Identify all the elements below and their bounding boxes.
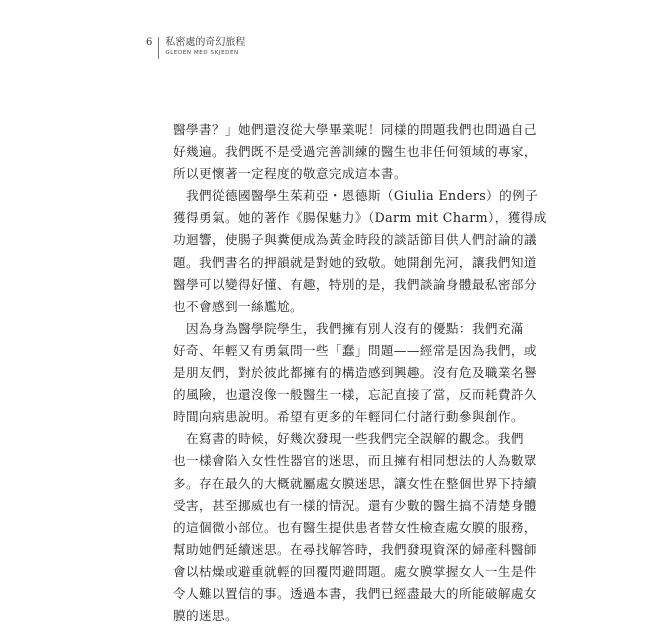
text-line: 我們從德國醫學生茱莉亞・恩德斯（Giulia Enders）的例子 <box>186 188 539 204</box>
text-line: 的風險，也還沒像一般醫生一樣，忘記直接了當，反而耗費許久 <box>173 387 537 403</box>
text-line: 也不會感到一絲尷尬。 <box>173 298 303 314</box>
text-line: 膜的迷思。 <box>173 608 238 624</box>
text-line: 多。存在最久的大概就屬處女膜迷思，讓女性在整個世界下持續 <box>173 475 537 491</box>
text-line: 會以枯燥或避重就輕的回覆閃避問題。處女膜掌握女人一生是件 <box>173 563 537 579</box>
text-line: 也一樣會陷入女性性器官的迷思，而且擁有相同想法的人為數眾 <box>173 453 537 469</box>
text-line: 因為身為醫學院學生，我們擁有別人沒有的優點：我們充滿 <box>186 320 524 336</box>
text-line: 所以更懷著一定程度的敬意完成這本書。 <box>173 166 407 182</box>
running-header <box>146 37 245 59</box>
text-line: 題。我們書名的押韻就是對她的致敬。她開創先河，讓我們知道 <box>173 254 537 270</box>
text-line: 幫助她們延續迷思。在尋找解答時，我們發現資深的婦產科醫師 <box>173 541 537 557</box>
text-line: 醫學可以變得好懂、有趣，特別的是，我們談論身體最私密部分 <box>173 276 537 292</box>
text-line: 醫學書？」她們還沒從大學畢業呢！同樣的問題我們也問過自己 <box>173 122 537 137</box>
text-line: 在寫書的時候，好幾次發現一些我們完全誤解的觀念。我們 <box>186 431 524 447</box>
text-line: 令人難以置信的事。透過本書，我們已經盡最大的所能破解處女 <box>173 585 537 601</box>
paragraph <box>173 428 537 627</box>
paragraph <box>173 185 547 318</box>
text-line: 時間向病患說明。希望有更多的年輕同仁付諸行動參與創作。 <box>173 409 524 425</box>
text-line: 的這個微小部位。也有醫生提供患者替女性檢查處女膜的服務， <box>173 519 537 535</box>
book-title: 私密處的奇幻旅程 <box>165 37 246 48</box>
text-line: 好幾遍。我們既不是受過完善訓練的醫生也非任何領域的專家， <box>173 144 537 160</box>
header-divider <box>158 37 159 59</box>
page-number: 6 <box>146 37 153 48</box>
body-text <box>173 119 547 627</box>
paragraph <box>173 119 537 185</box>
text-line: 是朋友們，對於彼此都擁有的構造感到興趣。沒有危及職業名譽 <box>173 365 537 381</box>
book-subtitle: GLEDEN MED SKJEDEN <box>165 50 239 56</box>
text-line: 功迴響，使腸子與糞便成為黃金時段的談話節目供人們討論的議 <box>173 232 537 248</box>
text-line: 好奇、年輕又有勇氣問一些「蠢」問題——經常是因為我們，或 <box>173 342 537 358</box>
paragraph <box>173 318 537 428</box>
text-line: 受害，甚至挪威也有一樣的情況。還有少數的醫生搞不清楚身體 <box>173 497 537 513</box>
header-titles <box>165 37 245 57</box>
text-line: 獲得勇氣。她的著作《腸保魅力》（Darm mit Charm），獲得成 <box>173 210 547 226</box>
